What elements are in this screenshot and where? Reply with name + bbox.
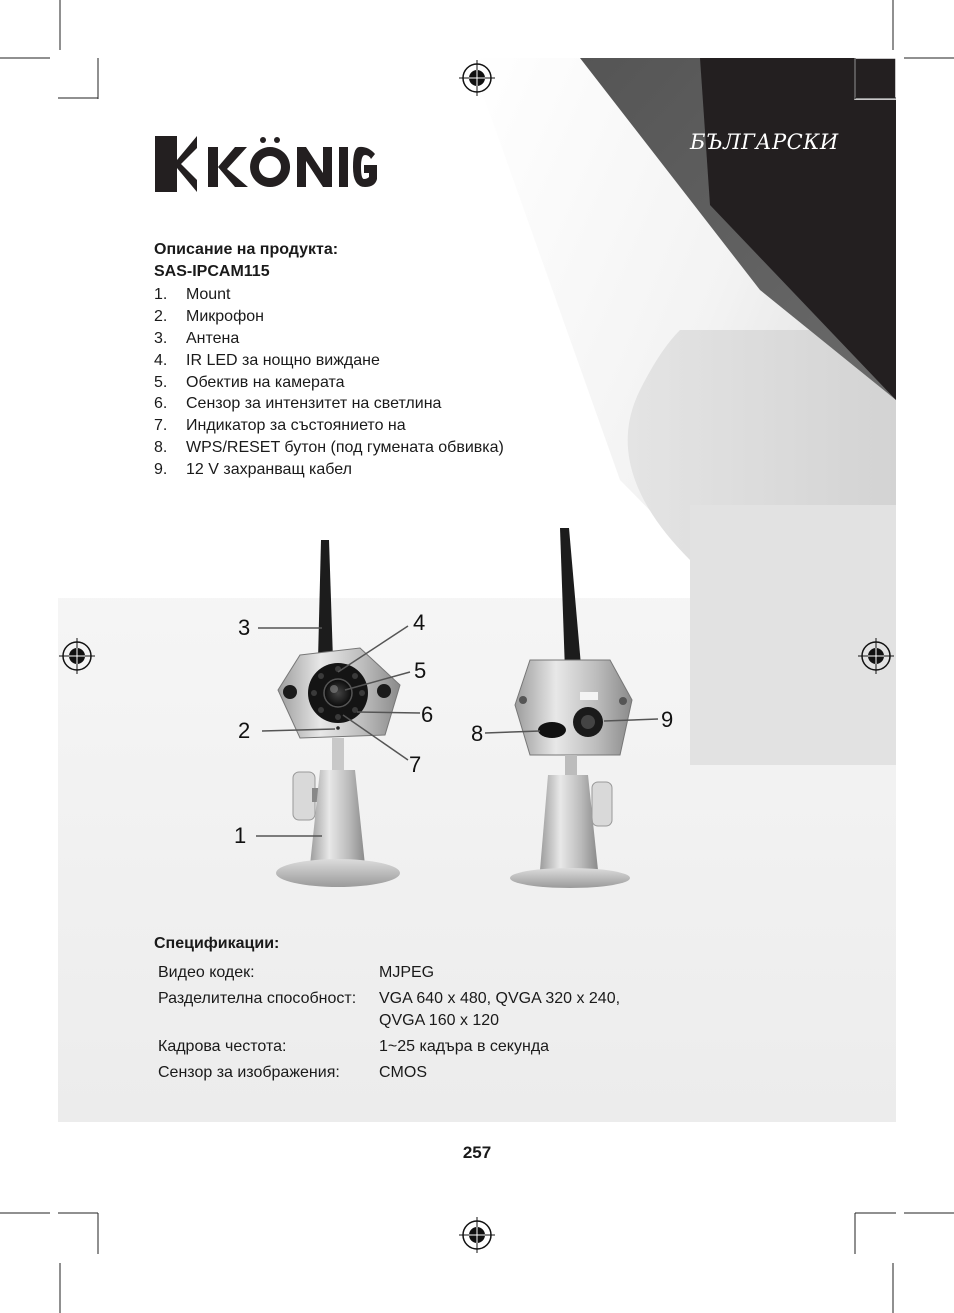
mount-stand-front [310, 770, 365, 865]
antenna-front [318, 540, 333, 660]
spec-key: Разделителна способност: [158, 990, 357, 1007]
camera-housing-rear [515, 660, 632, 755]
mount-stand-rear [540, 775, 598, 870]
spec-key: Видео кодек: [158, 964, 255, 981]
item-label: Антена [186, 329, 240, 347]
camera-photos [225, 520, 695, 895]
spec-key: Сензор за изображения: [158, 1064, 340, 1081]
spec-value: CMOS [379, 1064, 427, 1081]
list-item [154, 350, 504, 372]
item-label: Mount [186, 286, 231, 303]
side-screw-right [377, 684, 391, 698]
item-number: 8. [154, 439, 168, 457]
konig-logo [153, 134, 378, 194]
camera-rear-photo [510, 528, 632, 888]
item-label: WPS/RESET бутон (под гумената обвивка) [186, 439, 504, 457]
item-number: 6. [154, 395, 168, 413]
spec-value: MJPEG [379, 964, 435, 981]
list-item [154, 459, 504, 481]
item-number: 5. [154, 373, 168, 391]
product-model: SAS-IPCAM115 [154, 263, 270, 280]
specifications-title: Спецификации: [154, 935, 280, 952]
item-number: 1. [154, 286, 168, 303]
table-row [158, 1062, 639, 1084]
item-number: 3. [154, 329, 168, 347]
product-description-title: Описание на продукта: [154, 241, 339, 258]
microphone-hole [336, 726, 340, 730]
list-item [154, 284, 504, 306]
side-screw-left [283, 685, 297, 699]
item-number: 9. [154, 461, 168, 479]
callout-4: 4 [413, 610, 426, 635]
mount-base-front [276, 859, 400, 887]
callout-9: 9 [661, 707, 674, 732]
list-item [154, 328, 504, 350]
item-label: Обектив на камерата [186, 373, 345, 391]
language-label: БЪЛГАРСКИ [690, 130, 839, 154]
camera-front-photo [276, 540, 400, 887]
list-item [154, 415, 504, 437]
spec-value: 1~25 кадъра в секунда [379, 1038, 550, 1055]
registration-mark-bottom [459, 1217, 495, 1253]
list-item [154, 372, 504, 394]
item-number: 7. [154, 417, 168, 435]
callout-7: 7 [409, 752, 422, 777]
item-label: IR LED за нощно виждане [186, 351, 380, 369]
item-label: Микрофон [186, 307, 264, 325]
wps-button [538, 722, 566, 738]
mount-knob-front [293, 772, 315, 820]
list-item [154, 393, 504, 415]
spec-key: Кадрова честота: [158, 1038, 287, 1055]
item-label: Сензор за интензитет на светлина [186, 395, 442, 413]
callout-1: 1 [234, 823, 247, 848]
table-row [158, 962, 639, 984]
callout-3: 3 [238, 615, 251, 640]
item-number: 4. [154, 351, 168, 369]
list-item [154, 437, 504, 459]
specifications-table [158, 962, 639, 1088]
item-number: 2. [154, 307, 168, 325]
lens-front [324, 679, 352, 707]
callout-6: 6 [421, 702, 434, 727]
callout-5: 5 [414, 658, 427, 683]
list-item [154, 306, 504, 328]
mount-base-rear [510, 868, 630, 888]
table-row [158, 988, 639, 1032]
table-row [158, 1036, 639, 1058]
spec-value: VGA 640 x 480, QVGA 320 x 240, QVGA 160 x 120 [379, 990, 621, 1029]
parts-list [154, 284, 504, 481]
page-number: 257 [462, 1143, 492, 1162]
item-label: Индикатор за състоянието на [186, 417, 406, 435]
callout-8: 8 [471, 721, 484, 746]
mount-knob-rear [592, 782, 612, 826]
callout-2: 2 [238, 718, 251, 743]
item-label: 12 V захранващ кабел [186, 461, 352, 479]
